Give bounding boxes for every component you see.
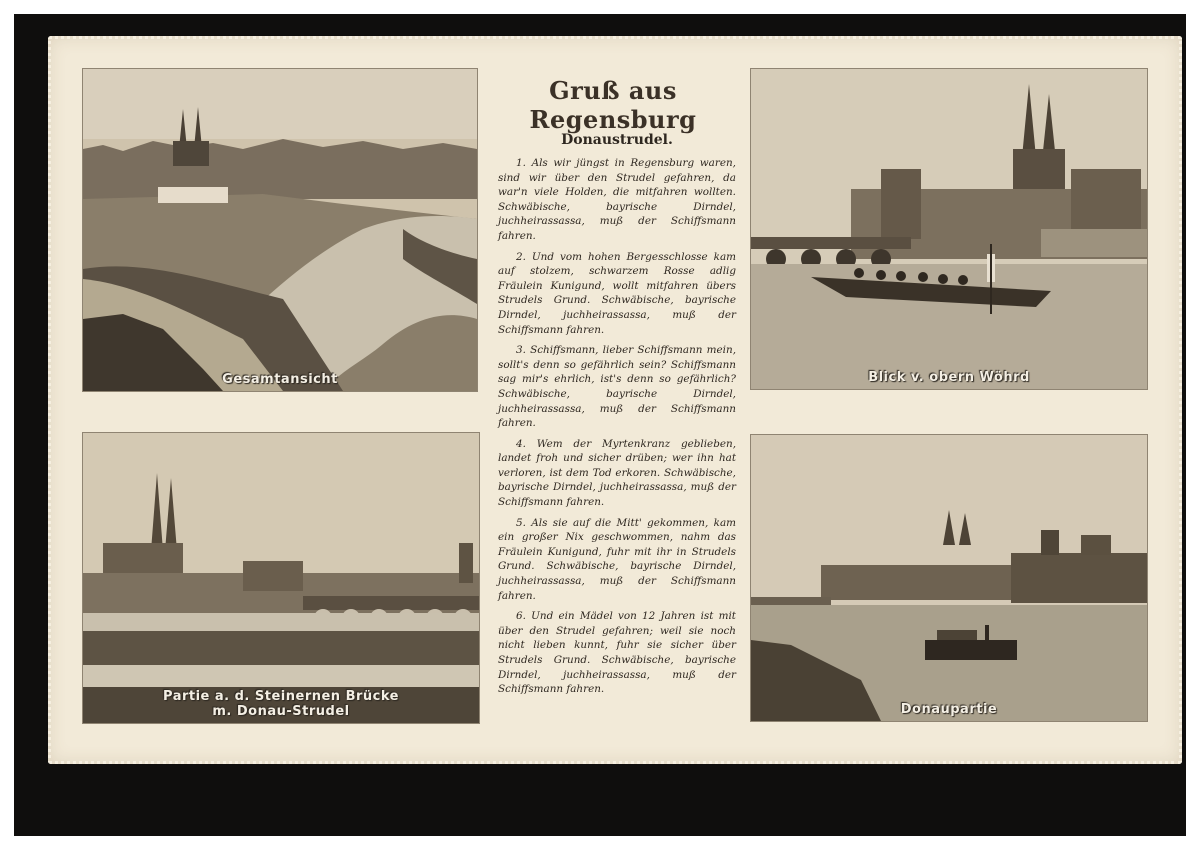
poem-title: Donaustrudel. — [561, 132, 673, 148]
caption-gesamtansicht: Gesamtansicht — [222, 372, 338, 387]
poem-stanza-6: 6. Und ein Mädel von 12 Jahren ist mit über den Strudel gefahren; weil sie noch nicht lieben kunnt, fuhr sie sicher über Strudels Grund. Schwäbische, bayrische Dirndel, juchheirassassa, muß der Schiffsmann fahren. — [498, 610, 736, 696]
boat-image — [751, 69, 1147, 389]
caption-donaupartie: Donaupartie — [900, 702, 998, 717]
photo-oberer-woehrd — [750, 68, 1148, 390]
photo-gesamtansicht — [82, 68, 478, 392]
photo-steinerne-bruecke — [82, 432, 480, 724]
caption-oberer-woehrd: Blick v. obern Wöhrd — [868, 370, 1030, 385]
poem-stanza-4: 4. Wem der Myrtenkranz geblieben, landet froh und sicher drüben; wer ihn hat verloren, ist dem Tod erkoren. Schwäbische, bayrische Dirndel, juchheirassassa, muß der Schiffsmann fahren. — [498, 437, 736, 509]
panorama-image — [83, 69, 477, 391]
poem-stanza-5: 5. Als sie auf die Mitt' gekommen, kam ein großer Nix geschwommen, nahm das Fräulein Kunigund, fuhr mit ihr in Strudels Grund. Schwäbische, bayrische Dirndel, juchheirassassa, muß der Schiffsmann fahren. — [498, 516, 736, 602]
poem-stanza-1: 1. Als wir jüngst in Regensburg waren, sind wir über den Strudel gefahren, da war'n viele Holden, die mitfahren wollten. Schwäbische, bayrische Dirndel, juchheirassassa, muß der Schiffsmann fahren. — [498, 157, 736, 242]
bridge-image — [83, 433, 479, 723]
caption-steinerne-bruecke: Partie a. d. Steinernen Brücke m. Donau-Strudel — [163, 689, 399, 719]
poem-stanza-3: 3. Schiffsmann, lieber Schiffsmann mein, sollt's denn so gefährlich sein? Schiffsmann sag mir's ehrlich, ist's denn so gefährlich? Schwäbische, bayrische Dirndel, juchheirassassa, muß der Schiffsmann fahren. — [498, 344, 736, 430]
poem-stanza-2: 2. Und vom hohen Bergesschlosse kam auf stolzem, schwarzem Rosse adlig Fräulein Kunigund, wollt mitfahren übers Strudels Grund. Schwäbische, bayrische Dirndel, juchheirassassa, muß der Schiffsmann fahren. — [498, 250, 736, 336]
poem-panel — [498, 132, 736, 717]
river-image — [751, 435, 1147, 721]
card-title: Gruß aus Regensburg — [529, 76, 697, 134]
photo-donaupartie — [750, 434, 1148, 722]
